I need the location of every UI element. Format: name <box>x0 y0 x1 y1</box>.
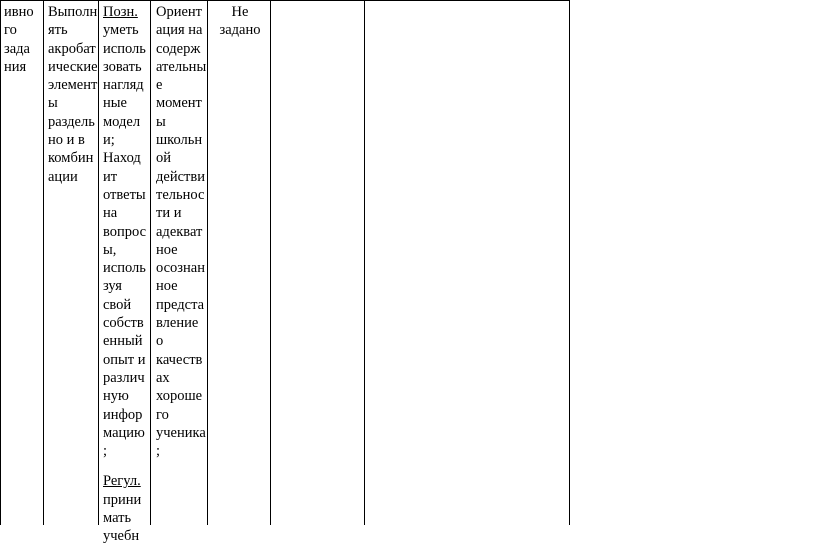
cell-text-line: зовать <box>103 58 142 75</box>
cell-text-line: ательны <box>156 58 207 75</box>
cell-text-line: го <box>156 406 169 423</box>
cell-text-line: свой <box>103 296 132 313</box>
cell-text-line: ах <box>156 369 170 386</box>
cell-text-line: осознан <box>156 260 205 277</box>
cell-text-line: ную <box>103 388 129 405</box>
cell-text-line: прини <box>103 491 142 508</box>
cell-text-line: качеств <box>156 351 203 368</box>
cell-text-line: зада <box>4 40 30 57</box>
column-border <box>150 0 151 525</box>
cell-text-line: содерж <box>156 40 201 57</box>
cell-text-line: вление <box>156 315 199 332</box>
cell-text-line: вопрос <box>103 223 147 240</box>
cell-text-line: ; <box>156 443 161 460</box>
cell-text-line: уметь <box>103 22 139 39</box>
column-border <box>98 0 99 525</box>
cell-text-line: исполь <box>103 260 146 277</box>
cell-text-line: задано <box>219 22 261 39</box>
cell-text-line: енный <box>103 333 143 350</box>
cell-text-line: школьн <box>156 132 203 149</box>
cell-text-line: ные <box>103 95 127 112</box>
cell-text-line: комбин <box>48 150 94 167</box>
cell-text-line: исполь <box>103 40 146 57</box>
cell-text-line: адекват <box>156 223 203 240</box>
cell-text-line: е <box>156 77 163 94</box>
column-border <box>364 0 365 525</box>
cell-text-line: момент <box>156 95 202 112</box>
cell-text-line: мать <box>103 510 132 527</box>
column-border <box>43 0 44 525</box>
cell-text-line: различ <box>103 369 145 386</box>
cell-text-line: ять <box>48 22 68 39</box>
cell-text-line: элемент <box>48 77 98 94</box>
cell-text-line: модел <box>103 113 141 130</box>
cell-text-line: предста <box>156 296 205 313</box>
cell-text-line: ы <box>48 95 58 112</box>
cell-text-line: ации <box>48 168 78 185</box>
cell-text-line: ответы <box>103 186 146 203</box>
cell-text-line: на <box>103 205 118 222</box>
cell-text-line: но и в <box>48 132 85 149</box>
cell-text-line: акробат <box>48 40 96 57</box>
cell-text-line: ивно <box>4 4 34 20</box>
cell-text-line: ное <box>156 241 178 258</box>
cell-text-line: тельнос <box>156 186 205 203</box>
cell-text-line: ы <box>156 113 166 130</box>
cell-text-line: Ориент <box>156 4 203 20</box>
cell-text-line: ические <box>48 58 98 75</box>
cell-text-line: ния <box>4 58 27 75</box>
table-top-border <box>0 0 570 1</box>
cell-text-line: Выполн <box>48 4 98 20</box>
table-cell-homework <box>212 3 268 40</box>
cell-text-line: хороше <box>156 388 203 405</box>
cell-text-line: ой <box>156 150 172 167</box>
cell-text-line: ти и <box>156 205 182 222</box>
cell-text-line: ученика <box>156 424 206 441</box>
cell-text-line: ; <box>103 443 108 460</box>
cell-text-line: ное <box>156 278 178 295</box>
column-border <box>0 0 1 525</box>
cell-text-line: раздель <box>48 113 95 130</box>
cell-text-line: Не <box>231 4 249 20</box>
cell-text-line: мацию <box>103 424 145 441</box>
column-border <box>207 0 208 525</box>
cell-text-line: ация на <box>156 22 203 39</box>
paragraph-gap <box>103 460 146 472</box>
cell-text-line: ы, <box>103 241 117 258</box>
column-border <box>270 0 271 525</box>
table-cell-personal-results <box>156 3 206 460</box>
cell-text-line: нагляд <box>103 77 144 94</box>
cell-text-line: и; <box>103 132 115 149</box>
table-cell-activity <box>48 3 98 186</box>
cell-text-line: опыт и <box>103 351 146 368</box>
table-cell-task-type <box>4 3 34 76</box>
table-cell-skills <box>103 3 146 546</box>
cell-text-line: собств <box>103 315 144 332</box>
cell-text-line: го <box>4 22 17 39</box>
cell-text-line: о <box>156 333 164 350</box>
column-border <box>569 0 570 525</box>
cell-text-line: учебн <box>103 528 140 545</box>
cell-text-line: Наход <box>103 150 141 167</box>
cell-text-line: ит <box>103 168 118 185</box>
cell-text-line: зуя <box>103 278 122 295</box>
cell-text-line: Позн. <box>103 4 138 20</box>
cell-text-line: инфор <box>103 406 143 423</box>
cell-text-line: действи <box>156 168 205 185</box>
cell-text-line: Регул. <box>103 473 141 490</box>
